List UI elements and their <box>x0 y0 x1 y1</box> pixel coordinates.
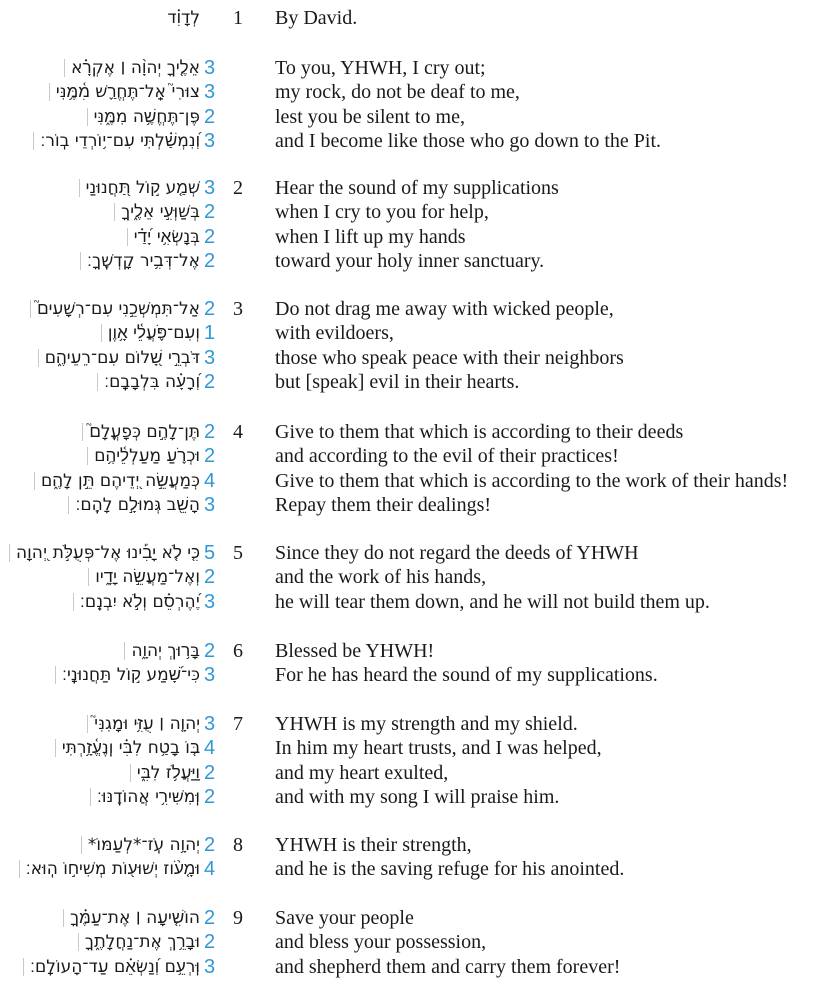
verse-number: 7 <box>233 713 243 735</box>
verse-line <box>0 639 825 663</box>
hebrew-text: יְהוָ֤ה ׀ עֻזִּ֥י וּמָגִנִּי֮ <box>87 712 200 736</box>
word-count: 2 <box>204 640 216 662</box>
hebrew-text: אֶל־דְּבִ֥יר קָדְשֶֽׁךָ׃ <box>80 249 200 273</box>
english-translation: and shepherd them and carry them forever! <box>275 955 621 978</box>
english-translation: and my heart exulted, <box>275 761 449 784</box>
verse-number: 2 <box>233 177 243 199</box>
english-translation: For he has heard the sound of my supplications. <box>275 664 658 687</box>
english-translation: with evildoers, <box>275 322 394 345</box>
hebrew-text: כְּמַעֲשֵׂ֣ה יְ֭דֵיהֶם תֵּ֣ן לָהֶ֑ם <box>34 469 200 493</box>
verse-line <box>0 469 825 493</box>
english-translation: By David. <box>275 7 358 29</box>
hebrew-text: צוּרִי֮ אַֽל־תֶּחֱרַ֪שׁ מִ֫מֶּ֥נִּי <box>49 80 200 104</box>
verse-number: 4 <box>233 421 243 443</box>
verse-line <box>0 493 825 517</box>
english-translation: my rock, do not be deaf to me, <box>275 81 520 104</box>
line-divider <box>63 909 64 927</box>
english-translation: and the work of his hands, <box>275 566 487 589</box>
english-translation: toward your holy inner sanctuary. <box>275 250 545 273</box>
word-count: 4 <box>204 858 216 881</box>
line-divider <box>78 933 79 951</box>
hebrew-text: הוֹשִׁ֤יעָה ׀ אֶת־עַמֶּ֗ךָ <box>63 906 200 930</box>
hebrew-text: וְ֝נִמְשַׁ֗לְתִּי עִם־י֥וֹרְדֵי בֽוֹר׃ <box>33 129 200 153</box>
word-count: 3 <box>204 346 216 369</box>
english-translation: but [speak] evil in their hearts. <box>275 371 520 394</box>
line-divider <box>82 423 83 441</box>
verse-line <box>0 663 825 687</box>
stanza <box>0 541 825 614</box>
line-divider <box>68 496 69 514</box>
hebrew-text: הָשֵׁ֖ב גְּמוּלָ֣ם לָהֶֽם׃ <box>68 493 200 517</box>
english-translation: and according to the evil of their practices! <box>275 445 619 468</box>
verse-line <box>0 370 825 394</box>
word-count: 3 <box>204 57 216 79</box>
hebrew-text: תֶּן־לָהֶ֣ם כְּפָעֳלָם֮ <box>82 420 200 444</box>
english-translation: Give to them that which is according to their deeds <box>275 421 684 443</box>
english-translation: those who speak peace with their neighbors <box>275 346 624 369</box>
line-divider <box>73 593 74 611</box>
verse-line <box>0 541 825 565</box>
line-divider <box>55 739 56 757</box>
verse-line <box>0 80 825 104</box>
verse-line <box>0 105 825 129</box>
word-count: 2 <box>204 298 216 320</box>
english-translation: Hear the sound of my supplications <box>275 177 559 199</box>
verse-line <box>0 736 825 760</box>
english-translation: he will tear them down, and he will not build them up. <box>275 590 710 613</box>
line-divider <box>130 764 131 782</box>
line-divider <box>87 715 88 733</box>
verse-line <box>0 225 825 249</box>
english-translation: lest you be silent to me, <box>275 105 465 128</box>
hebrew-text: וּמָ֤עֹ֨וז יְשׁוּע֖וֹת מְשִׁיח֣וֹ הֽוּא׃ <box>19 857 200 881</box>
word-count: 3 <box>204 177 216 199</box>
verse-line <box>0 249 825 273</box>
verse-line <box>0 56 825 80</box>
word-count: 1 <box>204 322 216 345</box>
word-count: 2 <box>204 371 216 394</box>
word-count: 2 <box>204 931 216 954</box>
line-divider <box>88 568 89 586</box>
hebrew-text: יֶ֝הֶרְסֵ֗ם וְלֹ֣א יִבְנֵֽם׃ <box>73 590 200 614</box>
verse-line <box>0 176 825 200</box>
hebrew-text: וְעִם־פֹּ֪עֲלֵ֫י אָ֥וֶן <box>101 321 200 345</box>
line-divider <box>33 132 34 150</box>
word-count: 2 <box>204 421 216 443</box>
hebrew-text: בְּנָשְׂאִ֥י יָ֝דַ֗י <box>127 225 200 249</box>
line-divider <box>64 59 65 77</box>
word-count: 2 <box>204 105 216 128</box>
hebrew-text: וּבָרֵ֥ךְ אֶת־נַחֲלָתֶ֑ךָ <box>78 930 200 954</box>
english-translation: Do not drag me away with wicked people, <box>275 298 614 320</box>
hebrew-text: בּ֤וֹ בָטַ֥ח לִבִּ֗י וְֽנֶעֱ֫זָ֥רְתִּי <box>55 736 200 760</box>
verse-line <box>0 906 825 930</box>
verse-line <box>0 420 825 444</box>
line-divider <box>114 203 115 221</box>
stanza <box>0 639 825 688</box>
stanza <box>0 712 825 810</box>
line-divider <box>49 83 50 101</box>
line-divider <box>127 228 128 246</box>
line-divider <box>80 252 81 270</box>
line-divider <box>97 373 98 391</box>
verse-line <box>0 321 825 345</box>
english-translation: and bless your possession, <box>275 931 487 954</box>
stanza <box>0 906 825 979</box>
word-count: 2 <box>204 566 216 589</box>
word-count: 3 <box>204 494 216 517</box>
verse-line <box>0 129 825 153</box>
line-divider <box>9 544 10 562</box>
english-translation: when I lift up my hands <box>275 225 466 248</box>
verse-line <box>0 297 825 321</box>
line-divider <box>101 324 102 342</box>
hebrew-text: וּכְרֹ֪עַ מַעַלְלֵ֫יהֶ֥ם <box>87 444 200 468</box>
hebrew-text: וּֽרְעֵ֥ם וְ֝נַשְּׂאֵ֗ם עַד־הָעוֹלָֽם׃ <box>23 955 200 979</box>
stanza <box>0 56 825 154</box>
hebrew-text: דֹּבְרֵ֣י שָׁ֭לוֹם עִם־רֵעֵיהֶ֑ם <box>38 346 200 370</box>
verse-line <box>0 712 825 736</box>
verse-line <box>0 200 825 224</box>
line-divider <box>34 472 35 490</box>
word-count: 2 <box>204 225 216 248</box>
word-count: 3 <box>204 130 216 153</box>
verse-number: 8 <box>233 834 243 856</box>
english-translation: Since they do not regard the deeds of YHWH <box>275 542 639 564</box>
verse-line <box>0 955 825 979</box>
verse-line <box>0 346 825 370</box>
word-count: 2 <box>204 445 216 468</box>
stanza <box>0 420 825 518</box>
hebrew-text: כִּ֤י לֹ֤א יָבִ֡ינוּ אֶל־פְּעֻלֹּ֣ת יְ֭הוָה <box>9 541 200 565</box>
verse-line <box>0 444 825 468</box>
english-translation: In him my heart trusts, and I was helped, <box>275 737 602 760</box>
stanza <box>0 176 825 274</box>
word-count: 5 <box>204 542 216 564</box>
hebrew-text: אֵלֶ֤יךָ יְהוָ֨ה ׀ אֶקְרָ֗א <box>64 56 200 80</box>
line-divider <box>23 958 24 976</box>
hebrew-text: שְׁמַ֤ע ק֣וֹל תַּ֭חֲנוּנַי <box>79 176 200 200</box>
hebrew-text: בְּשַׁוְּעִ֣י אֵלֶ֑יךָ <box>114 200 200 224</box>
stanza <box>0 833 825 882</box>
verse-line <box>0 930 825 954</box>
word-count: 2 <box>204 761 216 784</box>
word-count: 3 <box>204 955 216 978</box>
line-divider <box>87 447 88 465</box>
verse-number: 9 <box>233 907 243 929</box>
english-translation: Blessed be YHWH! <box>275 640 435 662</box>
line-divider <box>30 300 31 318</box>
verse-line <box>0 785 825 809</box>
word-count: 2 <box>204 834 216 856</box>
hebrew-text: פֶּן־תֶּחֱשֶׁ֥ה מִמֶּ֑נִּי <box>87 105 200 129</box>
verse-line <box>0 833 825 857</box>
english-translation: Give to them that which is according to the work of their hands! <box>275 469 789 492</box>
english-translation: and I become like those who go down to the Pit. <box>275 130 662 153</box>
stanza <box>0 6 825 30</box>
english-translation: Save your people <box>275 907 414 929</box>
hebrew-text: וַיַּעֲלֹ֥ז לִבִּ֑י <box>130 761 200 785</box>
verse-number: 3 <box>233 298 243 320</box>
verse-line <box>0 761 825 785</box>
verse-number: 6 <box>233 640 243 662</box>
line-divider <box>90 788 91 806</box>
verse-line <box>0 590 825 614</box>
english-translation: and with my song I will praise him. <box>275 786 560 809</box>
hebrew-text: יְהוָ֥ה עֹֽז־*לְעַמּוֹ* <box>81 833 200 857</box>
line-divider <box>79 179 80 197</box>
word-count: 3 <box>204 713 216 735</box>
english-translation: Repay them their dealings! <box>275 494 492 517</box>
hebrew-text: לְדָוִ֗ד <box>167 8 200 28</box>
word-count: 2 <box>204 201 216 224</box>
word-count: 2 <box>204 907 216 929</box>
word-count: 3 <box>204 590 216 613</box>
hebrew-text: בָּר֥וּךְ יְהוָ֑ה <box>124 639 200 663</box>
verse-number: 1 <box>233 7 243 29</box>
stanza <box>0 297 825 395</box>
word-count: 2 <box>204 786 216 809</box>
line-divider <box>38 349 39 367</box>
line-divider <box>87 108 88 126</box>
word-count: 4 <box>204 469 216 492</box>
hebrew-text: אַל־תִּמְשְׁכֵ֣נִי עִם־רְשָׁעִים֮ <box>30 297 200 321</box>
word-count: 3 <box>204 664 216 687</box>
verse-line <box>0 857 825 881</box>
english-translation: and he is the saving refuge for his anointed. <box>275 858 625 881</box>
line-divider <box>124 642 125 660</box>
line-divider <box>81 836 82 854</box>
verse-line <box>0 6 825 30</box>
line-divider <box>19 860 20 878</box>
english-translation: YHWH is their strength, <box>275 834 472 856</box>
english-translation: To you, YHWH, I cry out; <box>275 57 486 79</box>
verse-line <box>0 565 825 589</box>
word-count: 4 <box>204 737 216 760</box>
hebrew-text: וּֽמִשִּׁירִ֥י אֲהוֹדֶֽנּוּ׃ <box>90 785 200 809</box>
word-count: 3 <box>204 81 216 104</box>
line-divider <box>55 666 56 684</box>
word-count: 2 <box>204 250 216 273</box>
verse-number: 5 <box>233 542 243 564</box>
hebrew-text: וְאֶל־מַעֲשֵׂ֣ה יָדָ֑יו <box>88 565 200 589</box>
english-translation: YHWH is my strength and my shield. <box>275 713 578 735</box>
hebrew-text: וְ֝רָעָ֗ה בִּלְבָבָֽם׃ <box>97 370 200 394</box>
hebrew-text: כִּי־שָׁ֝מַע ק֣וֹל תַּחֲנוּנָֽי׃ <box>55 663 200 687</box>
english-translation: when I cry to you for help, <box>275 201 489 224</box>
